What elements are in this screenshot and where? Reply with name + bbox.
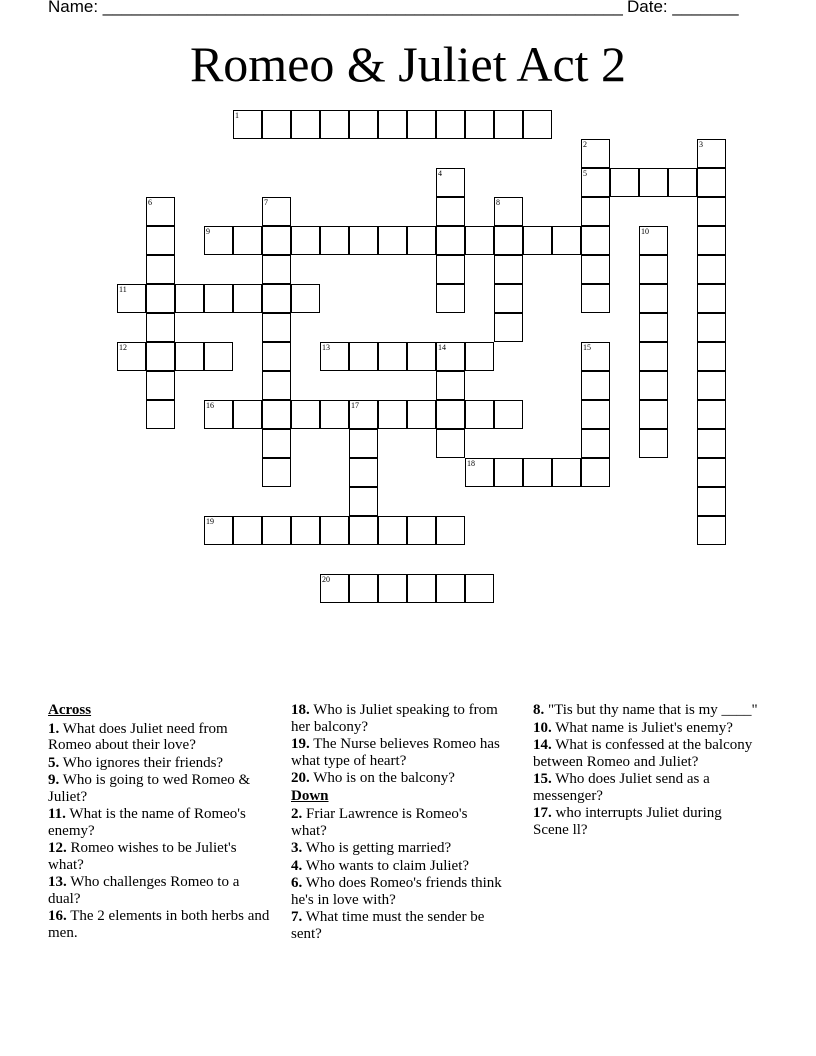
- grid-cell[interactable]: [349, 110, 378, 139]
- grid-cell[interactable]: [639, 226, 668, 255]
- grid-cell[interactable]: [262, 516, 291, 545]
- grid-cell[interactable]: [436, 342, 465, 371]
- grid-cell[interactable]: [320, 400, 349, 429]
- clue-number: 19: [206, 517, 214, 526]
- grid-cell[interactable]: [146, 400, 175, 429]
- grid-cell[interactable]: [146, 255, 175, 284]
- grid-cell[interactable]: [349, 458, 378, 487]
- grid-cell[interactable]: [407, 574, 436, 603]
- grid-cell[interactable]: [697, 342, 726, 371]
- grid-cell[interactable]: [436, 574, 465, 603]
- grid-cell[interactable]: [697, 371, 726, 400]
- clue-across-1: 1. What does Juliet need from Romeo about their love?: [48, 720, 228, 753]
- grid-cell[interactable]: [378, 110, 407, 139]
- grid-cell[interactable]: [581, 168, 610, 197]
- grid-cell[interactable]: [262, 429, 291, 458]
- clue-number: 9: [206, 227, 210, 236]
- clue-number: 3: [699, 140, 703, 149]
- grid-cell[interactable]: [639, 429, 668, 458]
- clue-across-19: 19. The Nurse believes Romeo has what type of heart?: [291, 736, 500, 769]
- grid-cell[interactable]: [552, 226, 581, 255]
- grid-cell[interactable]: [436, 284, 465, 313]
- clue-column-1: [48, 702, 273, 942]
- grid-cell[interactable]: [233, 400, 262, 429]
- grid-cell[interactable]: [465, 226, 494, 255]
- clue-column-2: [291, 702, 503, 943]
- clue-number: 6: [148, 198, 152, 207]
- clue-number: 17: [351, 401, 359, 410]
- grid-cell[interactable]: [291, 110, 320, 139]
- grid-cell[interactable]: [581, 284, 610, 313]
- clue-number: 12: [119, 343, 127, 352]
- grid-cell[interactable]: [494, 458, 523, 487]
- grid-cell[interactable]: [436, 400, 465, 429]
- clue-down-17: 17. who interrupts Juliet during Scene ll?: [533, 805, 722, 838]
- grid-cell[interactable]: [523, 226, 552, 255]
- grid-cell[interactable]: [465, 110, 494, 139]
- grid-cell[interactable]: [349, 429, 378, 458]
- clue-number: 13: [322, 343, 330, 352]
- grid-cell[interactable]: [262, 110, 291, 139]
- grid-cell[interactable]: [436, 226, 465, 255]
- grid-cell[interactable]: [291, 516, 320, 545]
- clue-across-13: 13. Who challenges Romeo to a dual?: [48, 874, 240, 907]
- clue-across-5: 5. Who ignores their friends?: [48, 754, 224, 771]
- clue-number: 15: [583, 343, 591, 352]
- grid-cell[interactable]: [320, 110, 349, 139]
- page-title: Romeo & Juliet Act 2: [189, 36, 627, 92]
- clue-column-3: [533, 702, 758, 839]
- grid-cell[interactable]: [146, 313, 175, 342]
- grid-cell[interactable]: [146, 342, 175, 371]
- grid-cell[interactable]: [697, 255, 726, 284]
- clue-number: 5: [583, 169, 587, 178]
- clue-number: 10: [641, 227, 649, 236]
- name-field-label: Name: _______________________________________________________: [48, 0, 623, 16]
- grid-cell[interactable]: [407, 516, 436, 545]
- grid-cell[interactable]: [233, 110, 262, 139]
- grid-cell[interactable]: [436, 516, 465, 545]
- grid-cell[interactable]: [233, 516, 262, 545]
- grid-cell[interactable]: [320, 516, 349, 545]
- grid-cell[interactable]: [146, 284, 175, 313]
- grid-cell[interactable]: [581, 400, 610, 429]
- down-heading: Down: [291, 787, 329, 804]
- grid-cell[interactable]: [494, 197, 523, 226]
- grid-cell[interactable]: [291, 226, 320, 255]
- grid-cell[interactable]: [349, 516, 378, 545]
- clue-down-14: 14. What is confessed at the balcony between Romeo and Juliet?: [533, 737, 753, 770]
- grid-cell[interactable]: [697, 458, 726, 487]
- clue-down-6: 6. Who does Romeo's friends think he's in love with?: [291, 875, 502, 908]
- clue-down-2: 2. Friar Lawrence is Romeo's what?: [291, 806, 468, 839]
- grid-cell[interactable]: [465, 458, 494, 487]
- grid-cell[interactable]: [262, 458, 291, 487]
- grid-cell[interactable]: [262, 197, 291, 226]
- grid-cell[interactable]: [639, 371, 668, 400]
- clue-number: 4: [438, 169, 442, 178]
- grid-cell[interactable]: [233, 226, 262, 255]
- grid-cell[interactable]: [697, 284, 726, 313]
- grid-cell[interactable]: [262, 313, 291, 342]
- grid-cell[interactable]: [204, 284, 233, 313]
- grid-cell[interactable]: [639, 400, 668, 429]
- clue-number: 2: [583, 140, 587, 149]
- grid-cell[interactable]: [262, 371, 291, 400]
- clue-number: 8: [496, 198, 500, 207]
- grid-cell[interactable]: [552, 458, 581, 487]
- grid-cell[interactable]: [639, 342, 668, 371]
- clue-down-15: 15. Who does Juliet send as a messenger?: [533, 771, 710, 804]
- grid-cell[interactable]: [668, 168, 697, 197]
- grid-cell[interactable]: [581, 371, 610, 400]
- clue-number: 1: [235, 111, 239, 120]
- clue-down-7: 7. What time must the sender be sent?: [291, 909, 485, 942]
- grid-cell[interactable]: [262, 400, 291, 429]
- grid-cell[interactable]: [494, 110, 523, 139]
- grid-cell[interactable]: [291, 284, 320, 313]
- clue-across-11: 11. What is the name of Romeo's enemy?: [48, 806, 246, 839]
- grid-cell[interactable]: [349, 342, 378, 371]
- grid-cell[interactable]: [697, 516, 726, 545]
- grid-cell[interactable]: [233, 284, 262, 313]
- date-field-label: Date: _______: [627, 0, 739, 16]
- clue-down-4: 4. Who wants to claim Juliet?: [291, 857, 470, 874]
- grid-cell[interactable]: [349, 226, 378, 255]
- grid-cell[interactable]: [117, 284, 146, 313]
- grid-cell[interactable]: [407, 110, 436, 139]
- grid-cell[interactable]: [581, 197, 610, 226]
- grid-cell[interactable]: [436, 429, 465, 458]
- grid-cell[interactable]: [697, 313, 726, 342]
- grid-cell[interactable]: [581, 255, 610, 284]
- grid-cell[interactable]: [349, 487, 378, 516]
- grid-cell[interactable]: [262, 226, 291, 255]
- grid-cell[interactable]: [639, 255, 668, 284]
- grid-cell[interactable]: [494, 400, 523, 429]
- grid-cell[interactable]: [610, 168, 639, 197]
- clue-number: 20: [322, 575, 330, 584]
- grid-cell[interactable]: [204, 342, 233, 371]
- grid-cell[interactable]: [204, 400, 233, 429]
- grid-cell[interactable]: [494, 226, 523, 255]
- grid-cell[interactable]: [581, 226, 610, 255]
- clue-across-16: 16. The 2 elements in both herbs and men.: [48, 908, 270, 941]
- grid-cell[interactable]: [175, 342, 204, 371]
- grid-cell[interactable]: [436, 110, 465, 139]
- grid-cell[interactable]: [291, 400, 320, 429]
- grid-cell[interactable]: [639, 168, 668, 197]
- grid-cell[interactable]: [117, 342, 146, 371]
- grid-cell[interactable]: [581, 429, 610, 458]
- grid-cell[interactable]: [581, 139, 610, 168]
- grid-cell[interactable]: [262, 284, 291, 313]
- grid-cell[interactable]: [378, 342, 407, 371]
- clue-across-9: 9. Who is going to wed Romeo & Juliet?: [48, 772, 251, 805]
- clue-down-8: 8. "Tis but thy name that is my ____": [533, 702, 758, 718]
- grid-cell[interactable]: [523, 458, 552, 487]
- grid-cell[interactable]: [465, 400, 494, 429]
- grid-cell[interactable]: [639, 313, 668, 342]
- grid-cell[interactable]: [349, 574, 378, 603]
- grid-cell[interactable]: [407, 226, 436, 255]
- grid-cell[interactable]: [146, 197, 175, 226]
- clue-across-12: 12. Romeo wishes to be Juliet's what?: [48, 840, 237, 873]
- clue-number: 18: [467, 459, 475, 468]
- grid-cell[interactable]: [204, 516, 233, 545]
- grid-cell[interactable]: [262, 342, 291, 371]
- grid-cell[interactable]: [639, 284, 668, 313]
- grid-cell[interactable]: [349, 400, 378, 429]
- grid-cell[interactable]: [581, 342, 610, 371]
- across-heading: Across: [48, 702, 92, 718]
- grid-cell[interactable]: [320, 574, 349, 603]
- grid-cell[interactable]: [697, 487, 726, 516]
- grid-cell[interactable]: [378, 574, 407, 603]
- grid-cell[interactable]: [378, 516, 407, 545]
- grid-cell[interactable]: [436, 255, 465, 284]
- grid-cell[interactable]: [581, 458, 610, 487]
- clue-down-3: 3. Who is getting married?: [291, 840, 452, 856]
- grid-cell[interactable]: [436, 197, 465, 226]
- clue-number: 7: [264, 198, 268, 207]
- clue-down-10: 10. What name is Juliet's enemy?: [533, 719, 733, 736]
- grid-cell[interactable]: [697, 429, 726, 458]
- grid-cell[interactable]: [436, 168, 465, 197]
- grid-cell[interactable]: [204, 226, 233, 255]
- grid-cell[interactable]: [436, 371, 465, 400]
- grid-cell[interactable]: [523, 110, 552, 139]
- grid-cell[interactable]: [697, 139, 726, 168]
- grid-cell[interactable]: [494, 255, 523, 284]
- grid-cell[interactable]: [494, 284, 523, 313]
- grid-cell[interactable]: [697, 197, 726, 226]
- grid-cell[interactable]: [465, 574, 494, 603]
- grid-cell[interactable]: [407, 400, 436, 429]
- clue-across-20: 20. Who is on the balcony?: [291, 770, 455, 786]
- clue-across-18: 18. Who is Juliet speaking to from her balcony?: [291, 702, 498, 735]
- clue-number: 14: [438, 343, 446, 352]
- grid-cell[interactable]: [697, 168, 726, 197]
- grid-cell[interactable]: [378, 400, 407, 429]
- clue-number: 11: [119, 285, 127, 294]
- grid-cell[interactable]: [378, 226, 407, 255]
- grid-cell[interactable]: [146, 371, 175, 400]
- clue-number: 16: [206, 401, 214, 410]
- grid-cell[interactable]: [320, 342, 349, 371]
- grid-cell[interactable]: [697, 226, 726, 255]
- grid-cell[interactable]: [697, 400, 726, 429]
- grid-cell[interactable]: [407, 342, 436, 371]
- grid-cell[interactable]: [320, 226, 349, 255]
- grid-cell[interactable]: [175, 284, 204, 313]
- grid-cell[interactable]: [262, 255, 291, 284]
- grid-cell[interactable]: [146, 226, 175, 255]
- grid-cell[interactable]: [494, 313, 523, 342]
- grid-cell[interactable]: [465, 342, 494, 371]
